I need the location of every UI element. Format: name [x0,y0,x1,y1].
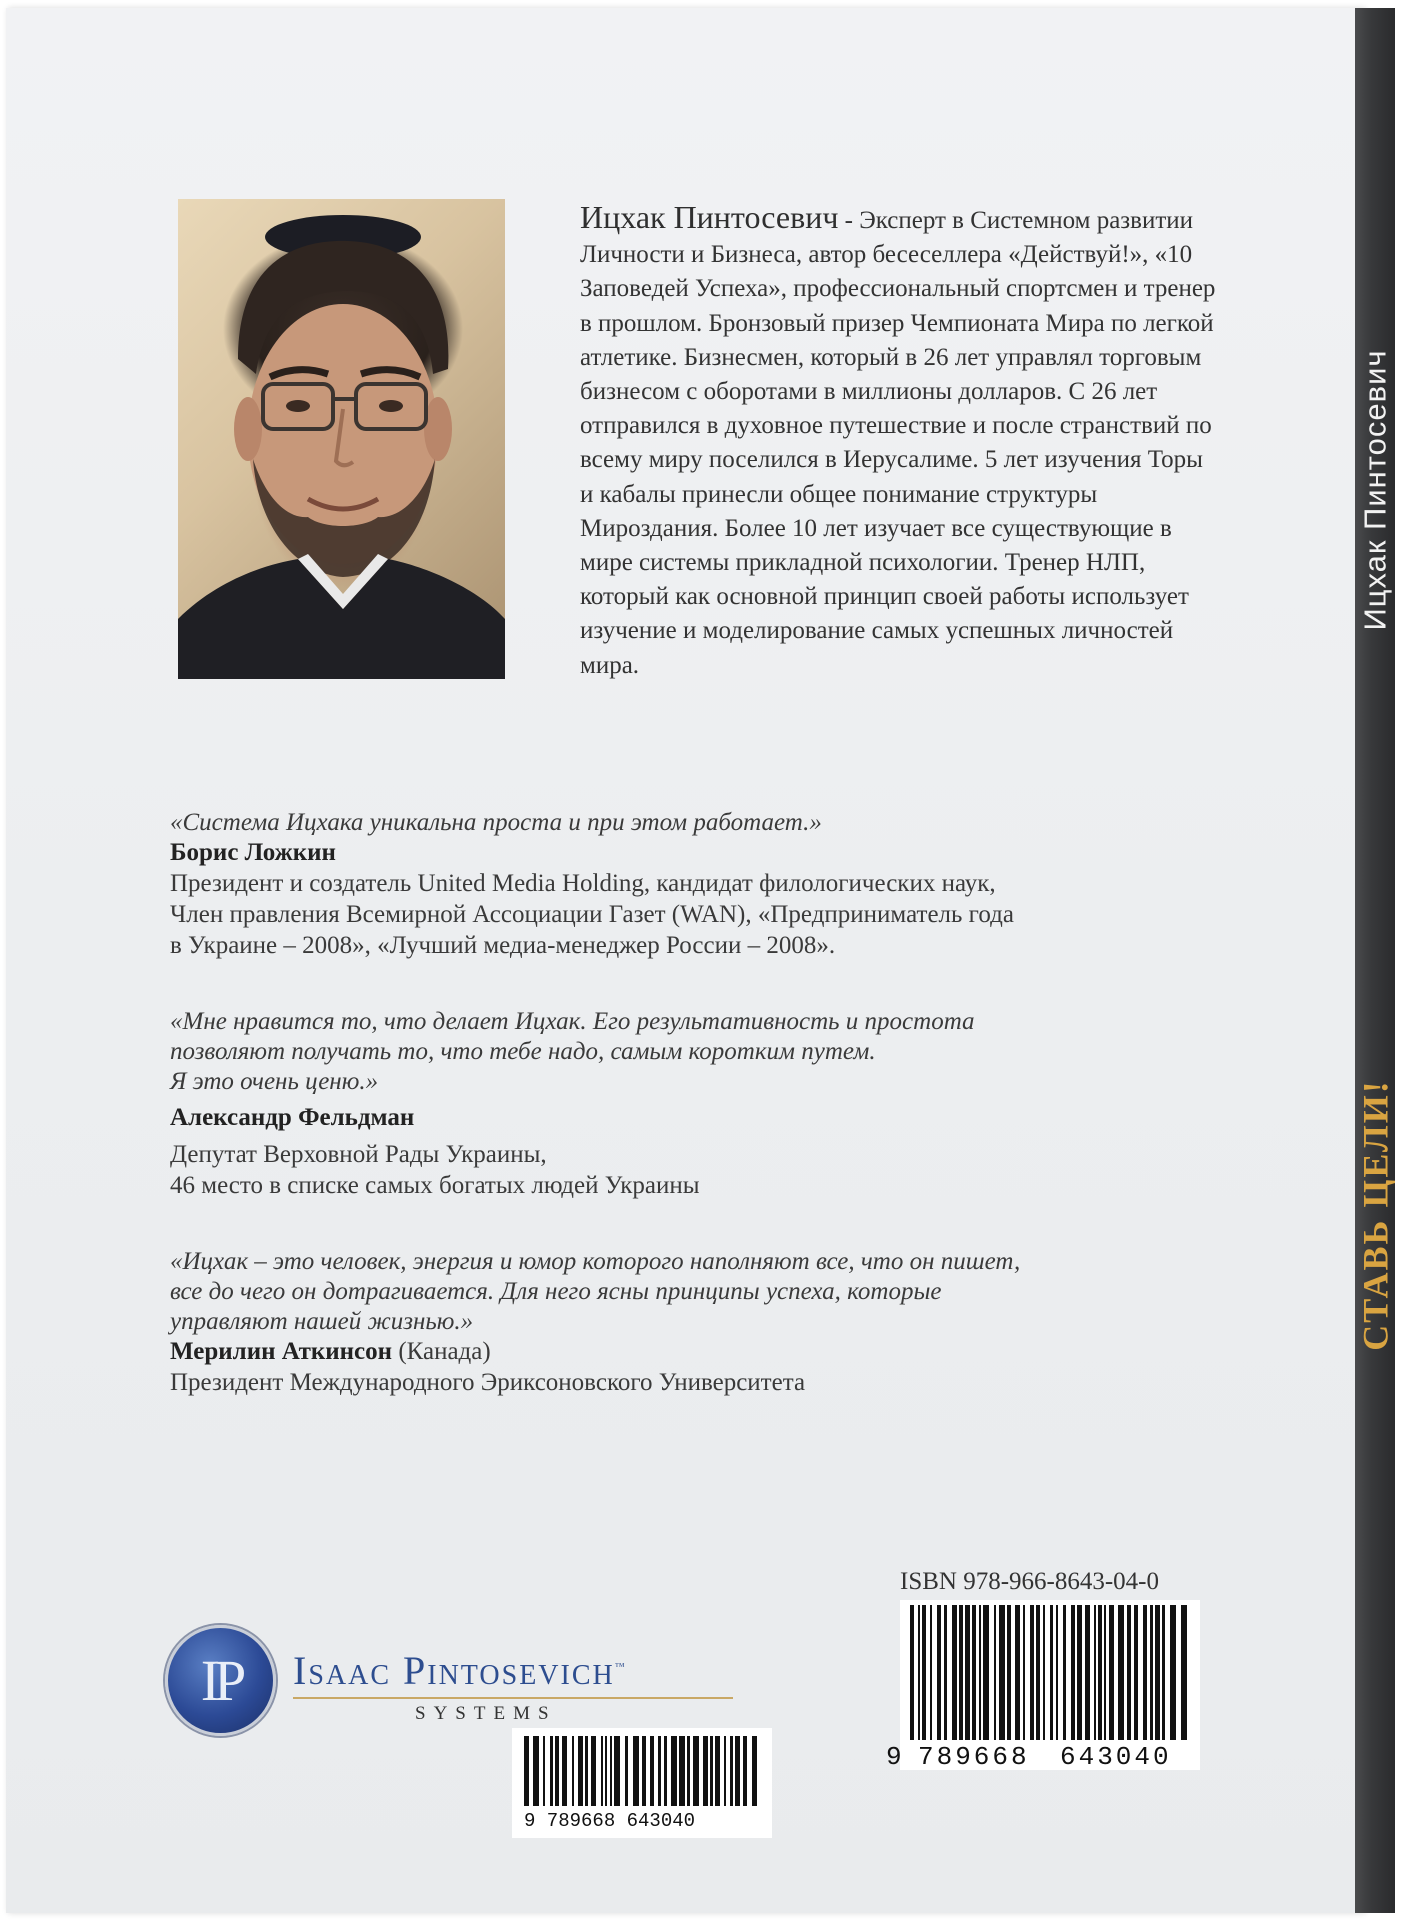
barcode-bar [1030,1605,1034,1740]
barcode-bar [1071,1605,1075,1740]
testimonial-desc-line: в Украине – 2008», «Лучший медиа-менеджер России – 2008». [170,932,836,959]
barcode-bar [664,1736,667,1806]
logo-divider [293,1697,733,1699]
testimonial-desc-line: Президент Международного Эриксоновского Университета [170,1369,806,1396]
barcode-bar [642,1736,646,1806]
barcode-bar [983,1605,989,1740]
testimonial-desc-line: Член правления Всемирной Ассоциации Газет (WAN), «Предприниматель года [170,901,1014,928]
barcode-bar [1050,1605,1053,1740]
barcode-bar [633,1736,639,1806]
barcode-bar [610,1736,612,1806]
logo-monogram: IP [165,1625,276,1736]
barcode-first-digit: 9 [886,1742,902,1772]
barcode-left-group: 789668 [918,1742,1030,1772]
barcode-sticker-bars [524,1736,764,1806]
testimonials [170,808,1220,1429]
barcode-bar [650,1736,654,1806]
barcode-bar [944,1605,947,1740]
barcode-bar [578,1736,583,1806]
barcode-bar [1118,1605,1124,1740]
barcode-bar [1036,1605,1040,1740]
testimonial-1 [170,808,1220,961]
book-spine [1355,8,1395,1913]
logo-subtitle: SYSTEMS [415,1703,557,1724]
barcode-right-group: 643040 [1060,1742,1172,1772]
testimonial-desc-line: Президент и создатель United Media Holding, кандидат филологических наук, [170,870,996,897]
barcode-bar [703,1736,708,1806]
testimonial-3 [170,1247,1220,1398]
barcode-bar [550,1736,553,1806]
barcode-bar [752,1736,757,1806]
barcode-bar [710,1736,713,1806]
testimonial-quote: «Система Ицхака уникальна проста и при этом работает.» [170,809,822,836]
barcode-bar [591,1736,596,1806]
barcode-bar [572,1736,574,1806]
barcode-bar [1023,1605,1025,1740]
barcode-bar [625,1736,628,1806]
barcode-bar [930,1605,932,1740]
barcode-bar [1085,1605,1090,1740]
bio-text: - Эксперт в Системном развитии Личности и Бизнеса, автор бесеселлера «Действуй!», «10 Заповедей Успеха», профессиональный спортсмен и тренер в прошлом. Бронзовый призер Чемпионата Мира по легкой атлетике. Бизнесмен, который в 26 лет управлял торговым бизнесом с оборотами в миллионы долларов. С 26 лет отправился в духовное путешествие и после странствий по всему миру поселился в Иерусалиме. 5 лет изучения Торы и кабалы принесли общее понимание структуры Мироздания. Более 10 лет изучает все существующие в мире системы прикладной психологии. Тренер НЛП, который как основной принцип своей работы использует изучение и моделирование самых успешных личностей мира. [580,207,1216,679]
barcode-bar [952,1605,957,1740]
barcode-bar [1127,1605,1131,1740]
barcode-bar [687,1736,690,1806]
author-photo [178,199,505,679]
testimonial-quote-line: все до чего он дотрагивается. Для него ясны принципы успеха, которые [170,1278,942,1305]
testimonial-author: Борис Ложкин [170,839,336,866]
barcode-bar [1155,1605,1160,1740]
testimonial-quote-line: управляют нашей жизнью.» [170,1308,474,1335]
barcode-bar [965,1605,970,1740]
barcode-bar [1063,1605,1066,1740]
testimonial-quote-line: «Ицхак – это человек, энергия и юмор которого наполняют все, что он пишет, [170,1248,1021,1275]
barcode-bar [910,1605,914,1740]
barcode-bar [743,1736,747,1806]
barcode-bar [730,1736,733,1806]
barcode-bar [605,1736,607,1806]
barcode-bar [937,1605,941,1740]
testimonial-quote-line: «Мне нравится то, что делает Ицхак. Его результативность и простота [170,1008,975,1035]
barcode-bar [1043,1605,1045,1740]
barcode-sticker [512,1728,772,1838]
barcode-bar [1143,1605,1147,1740]
barcode-bar [1181,1605,1187,1740]
barcode-bar [614,1736,620,1806]
spine-title: СТАВЬ ЦЕЛИ! [1356,1079,1397,1351]
barcode-bar [999,1605,1005,1740]
spine-author: Ицхак Пинтосевич [1358,349,1393,631]
testimonial-author: Александр Фельдман [170,1104,415,1131]
barcode-sticker-digits: 9 789668 643040 [524,1810,696,1832]
isbn-number: ISBN 978-966-8643-04-0 [900,1568,1160,1595]
barcode-bar [585,1736,588,1806]
barcode-bar [1170,1605,1176,1740]
barcode-bar [671,1736,677,1806]
testimonial-author-line [170,1337,1220,1367]
barcode-bar [959,1605,963,1740]
testimonial-desc-line: 46 место в списке самых богатых людей Украины [170,1172,700,1199]
barcode-bar [524,1736,529,1806]
barcode-bar [1015,1605,1020,1740]
barcode-bar [1150,1605,1153,1740]
barcode-bar [1162,1605,1165,1740]
barcode-bar [533,1736,539,1806]
testimonial-author-country: (Канада) [392,1338,491,1365]
barcode-bar [1098,1605,1102,1740]
barcode-bar [1056,1605,1058,1740]
barcode-bar [555,1736,559,1806]
bio-author-name: Ицхак Пинтосевич [580,199,839,235]
barcode-bar [715,1736,720,1806]
barcode-bar [658,1736,661,1806]
barcode-bar [679,1736,685,1806]
barcode-bar [1109,1605,1114,1740]
barcode-bar [922,1605,926,1740]
barcode-bar [994,1605,996,1740]
barcode-bar [693,1736,699,1806]
barcode-bar [601,1736,603,1806]
testimonial-quote-line: позволяют получать то, что тебе надо, самым коротким путем. [170,1038,876,1065]
barcode-bar [918,1605,920,1740]
barcode-bar [972,1605,976,1740]
testimonial-quote-line: Я это очень ценю.» [170,1068,379,1095]
testimonial-desc-line: Депутат Верховной Рады Украины, [170,1141,547,1168]
barcode-bar [979,1605,981,1740]
barcode-main [886,1600,1200,1772]
barcode-bar [735,1736,740,1806]
barcode-bar [724,1736,726,1806]
barcode-bar [1094,1605,1096,1740]
testimonial-author: Мерилин Аткинсон [170,1338,393,1365]
barcode-bar [1077,1605,1082,1740]
barcode-bar [562,1736,567,1806]
barcode-bar [1007,1605,1011,1740]
logo-name: Isaac Pintosevich™ [293,1648,627,1693]
testimonial-2 [170,1007,1220,1201]
publisher-logo [165,1625,765,1735]
author-bio [580,200,1220,683]
barcode-bar [543,1736,545,1806]
barcode-bar [1104,1605,1106,1740]
barcode-bar [1134,1605,1138,1740]
barcode-bars [910,1605,1210,1740]
